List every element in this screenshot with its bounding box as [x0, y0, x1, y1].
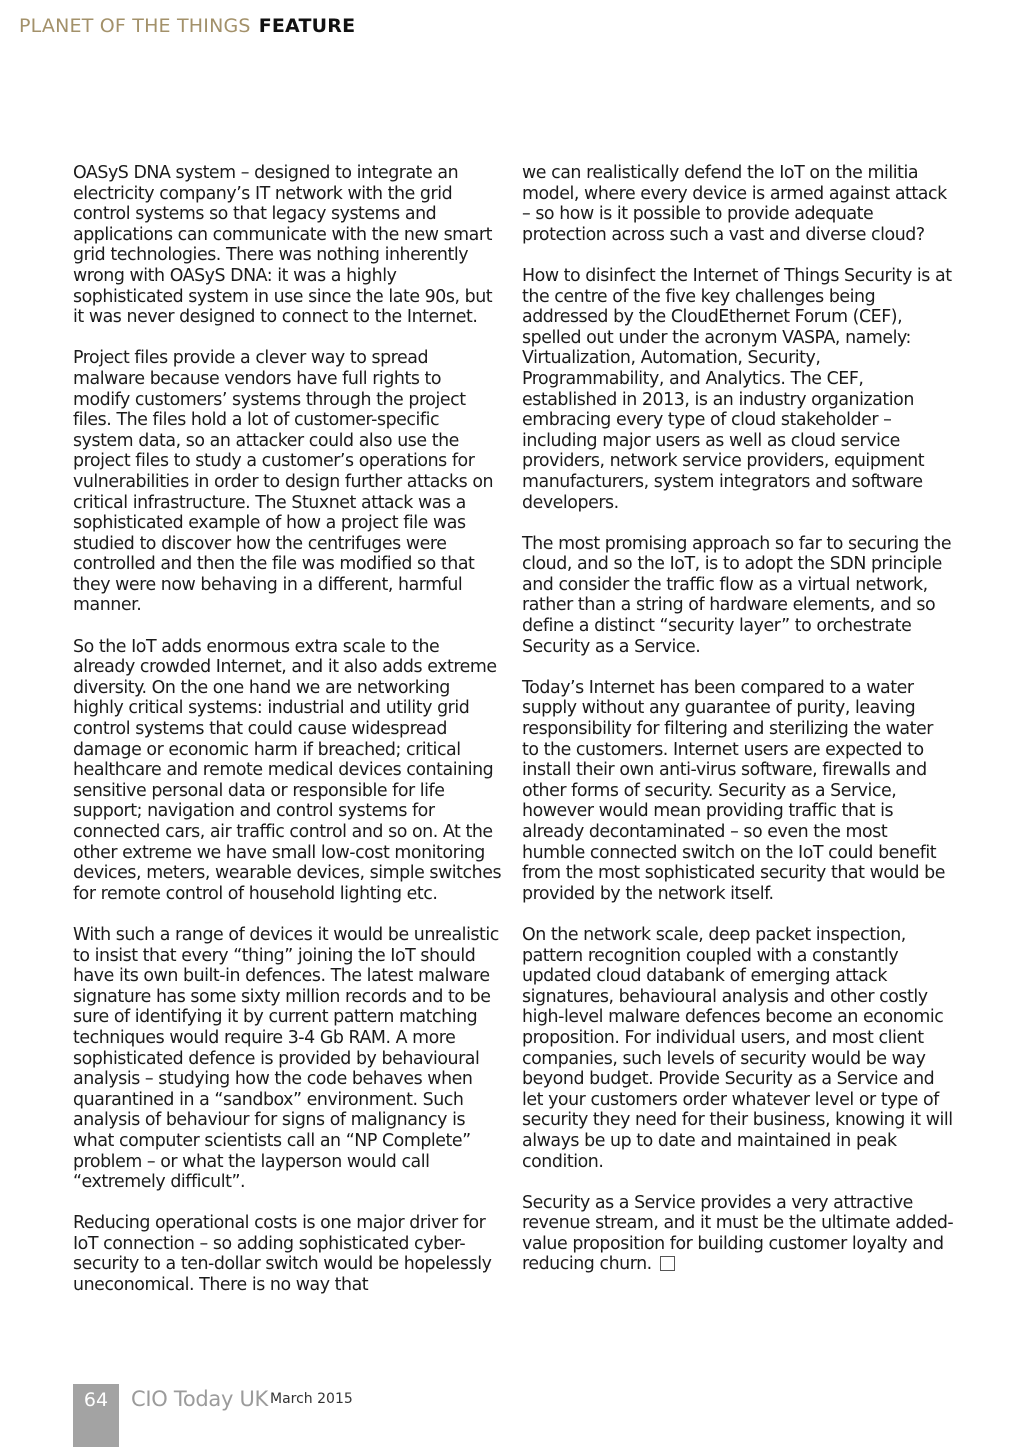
paragraph: OASyS DNA system – designed to integrate an electricity company’s IT network with the grid control systems so that legacy systems and applications can communicate with the new smart grid technologies. There was nothing inherently wrong with OASyS DNA: it was a highly sophisticated system in use since the late 90s, but it was never designed to connect to the Internet. [73, 163, 493, 328]
running-header [19, 15, 355, 37]
feature-label: FEATURE [258, 15, 356, 37]
page-number: 64 [83, 1389, 109, 1411]
left-column [73, 163, 503, 1316]
paragraph: On the network scale, deep packet inspection, pattern recognition coupled with a constantly updated cloud databank of emerging attack signatures, behavioural analysis and other costly high-level malware defences become an economic proposition. For individual users, and most client companies, such levels of security would be way beyond budget. Provide Security as a Service and let your customers order whatever level or type of security they need for their business, knowing it will always be up to date and maintained in peak condition. [522, 924, 953, 1172]
paragraph: Project files provide a clever way to spread malware because vendors have full rights to modify customers’ systems through the project files. The files hold a lot of customer-specific system data, so an attacker could also use the project files to study a customer’s operations for vulnerabilities in order to design further attacks on critical infrastructure. The Stuxnet attack was a sophisticated example of how a project file was studied to discover how the centrifuges were controlled and then the file was modified so that they were now behaving in a different, harmful manner. [73, 348, 494, 616]
end-mark-icon [660, 1256, 675, 1271]
paragraph: Today’s Internet has been compared to a water supply without any guarantee of purity, leaving responsibility for filtering and sterilizing the water to the customers. Internet users are expected to install their own anti-virus software, firewalls and other forms of security. Security as a Service, however would mean providing traffic that is already decontaminated – so even the most humble connected switch on the IoT could benefit from the most sophisticated security that would be provided by the network itself. [522, 677, 945, 904]
magazine-name: CIO Today UK [131, 1387, 269, 1411]
issue-date: March 2015 [270, 1391, 353, 1407]
paragraph: The most promising approach so far to securing the cloud, and so the IoT, is to adopt the SDN principle and consider the traffic flow as a virtual network, rather than a string of hardware elements, and so define a distinct “security layer” to orchestrate Security as a Service. [522, 533, 952, 657]
paragraph-text: Security as a Service provides a very attractive revenue stream, and it must be the ultimate added-value proposition for building customer loyalty and reducing churn. [522, 1192, 954, 1275]
paragraph: Reducing operational costs is one major driver for IoT connection – so adding sophisticated cyber-security to a ten-dollar switch would be hopelessly uneconomical. There is no way that [73, 1213, 492, 1296]
paragraph: How to disinfect the Internet of Things Security is at the centre of the five key challenges being addressed by the CloudEthernet Forum (CEF), spelled out under the acronym VASPA, namely: Virtualization, Automation, Security, Programmability, and Analytics. The CEF, established in 2013, is an industry organization embracing every type of cloud stakeholder – including major users as well as cloud service providers, network service providers, equipment manufacturers, system integrators and software developers. [522, 265, 952, 513]
paragraph: So the IoT adds enormous extra scale to the already crowded Internet, and it also adds extreme diversity. On the one hand we are networking highly critical systems: industrial and utility grid control systems that could cause widespread damage or economic harm if breached; critical healthcare and remote medical devices containing sensitive personal data or responsible for life support; navigation and control systems for connected cars, air traffic control and so on. At the other extreme we have small low-cost monitoring devices, meters, wearable devices, simple switches for remote control of household lighting etc. [73, 636, 502, 904]
section-title: PLANET OF THE THINGS [19, 15, 251, 37]
final-paragraph [522, 1193, 954, 1275]
right-column [522, 163, 954, 1296]
paragraph: we can realistically defend the IoT on the militia model, where every device is armed against attack – so how is it possible to provide adequate protection across such a vast and diverse cloud? [522, 163, 947, 245]
paragraph: With such a range of devices it would be unrealistic to insist that every “thing” joining the IoT should have its own built-in defences. The latest malware signature has some sixty million records and to be sure of identifying it by current pattern matching techniques would require 3-4 Gb RAM. A more sophisticated defence is provided by behavioural analysis – studying how the code behaves when quarantined in a “sandbox” environment. Such analysis of behaviour for signs of malignancy is what computer scientists call an “NP Complete” problem – or what the layperson would call “extremely difficult”. [73, 924, 499, 1193]
